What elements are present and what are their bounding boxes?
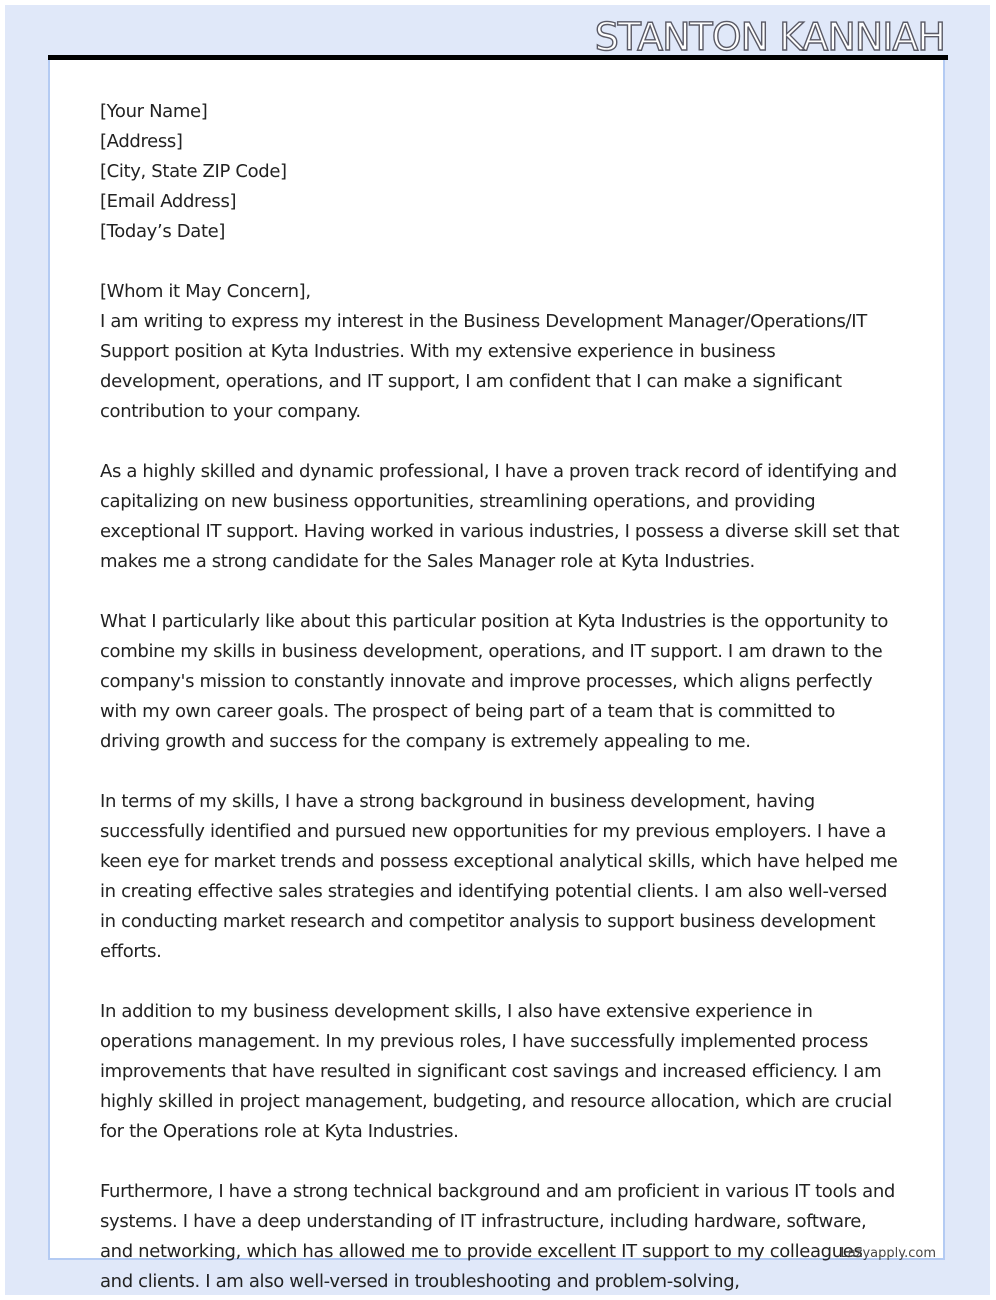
sender-city-state-zip: [City, State ZIP Code] [100,161,287,182]
page-background [5,5,990,1295]
paragraph-business-skills: In terms of my skills, I have a strong background in business development, having successfully identified and pursued new opportunities for my previous employers. I have a keen eye for market trends and possess exceptional analytical skills, which have helped me in creating effective sales strategies and identifying potential clients. I am also well-versed in conducting market research and competitor analysis to support business development efforts. [100,791,898,962]
paragraph-operations: In addition to my business development skills, I also have extensive experience in operations management. In my previous roles, I have successfully implemented process improvements that have resulted in significant cost savings and increased efficiency. I am highly skilled in project management, budgeting, and resource allocation, which are crucial for the Operations role at Kyta Industries. [100,1001,892,1142]
paragraph-technical: Furthermore, I have a strong technical background and am proficient in various IT tools and systems. I have a deep understanding of IT infrastructure, including hardware, software, and networking, which has allowed me to provide excellent IT support to my colleagues and clients. I am also well-versed in troubleshooting and problem-solving, [100,1181,895,1292]
sender-email: [Email Address] [100,191,237,212]
paragraph-intro: I am writing to express my interest in the Business Development Manager/Operations/IT Support position at Kyta Industries. With my extensive experience in business development, operations, and IT support, I am confident that I can make a significant contribution to your company. [100,311,867,422]
paragraph-experience: As a highly skilled and dynamic professional, I have a proven track record of identifying and capitalizing on new business opportunities, streamlining operations, and providing exceptional IT support. Having worked in various industries, I possess a diverse skill set that makes me a strong candidate for the Sales Manager role at Kyta Industries. [100,461,900,572]
letter-date: [Today’s Date] [100,221,226,242]
sender-name: [Your Name] [100,101,208,122]
watermark-link[interactable]: Lazyapply.com [840,1246,936,1261]
salutation: [Whom it May Concern], [100,281,311,302]
paragraph-motivation: What I particularly like about this particular position at Kyta Industries is the opportunity to combine my skills in business development, operations, and IT support. I am drawn to the company's mission to constantly innovate and improve processes, which aligns perfectly with my own career goals. The prospect of being part of a team that is committed to driving growth and success for the company is extremely appealing to me. [100,611,889,752]
applicant-name-heading: STANTON KANNIAH [594,15,945,59]
letter-body [100,97,900,1295]
sender-address: [Address] [100,131,183,152]
address-block [100,97,900,247]
